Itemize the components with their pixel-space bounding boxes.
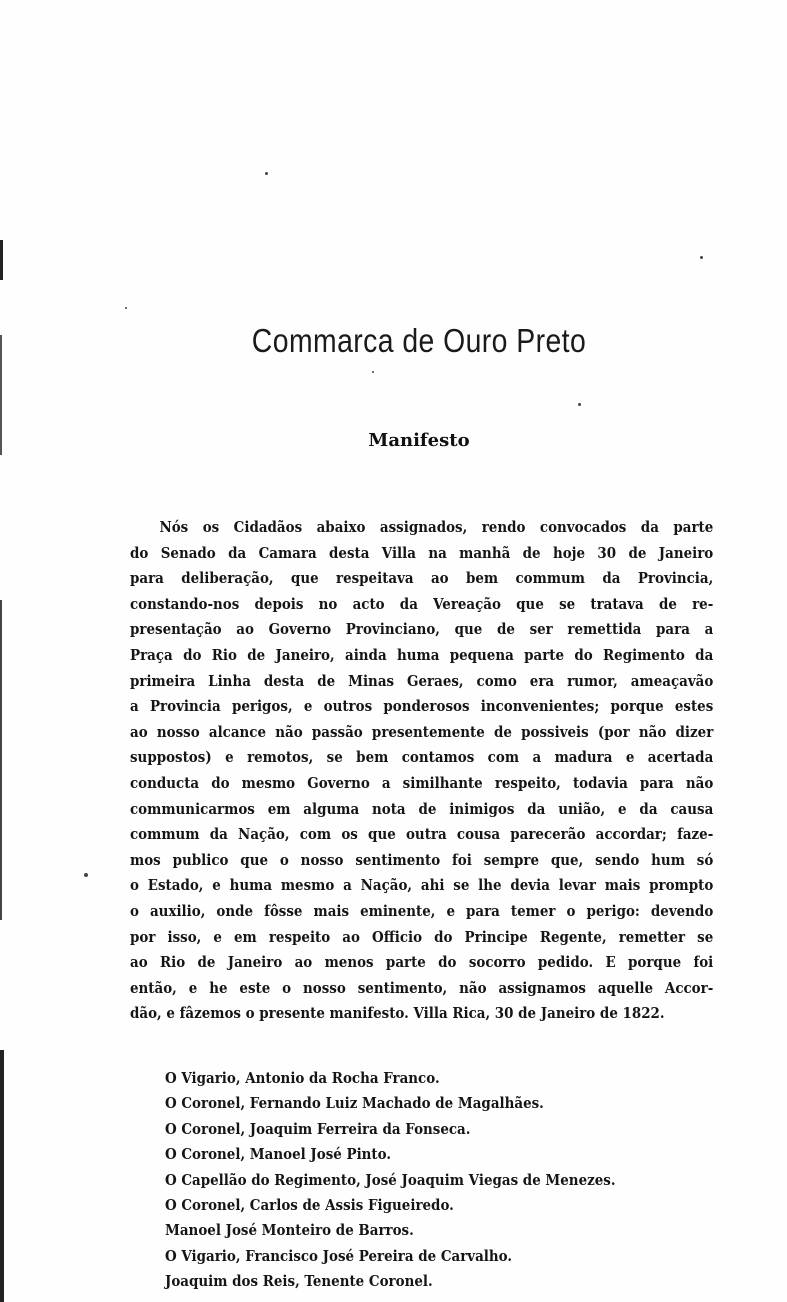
signatory: O Capellão do Regimento, José Joaquim Viegas de Menezes. bbox=[165, 1171, 616, 1189]
body-line: suppostos) e remotos, se bem contamos com a madura e acertada bbox=[130, 749, 714, 767]
page-edge-mark bbox=[0, 240, 3, 280]
body-line: Praça do Rio de Janeiro, ainda huma pequena parte do Regimento da bbox=[130, 646, 714, 664]
scan-speck bbox=[578, 403, 581, 406]
page-edge-mark bbox=[0, 600, 2, 920]
scan-speck bbox=[125, 307, 127, 309]
body-line: por isso, e em respeito ao Officio do Principe Regente, remetter se bbox=[130, 928, 714, 946]
body-line: ao Rio de Janeiro ao menos parte do socorro pedido. E porque foi bbox=[130, 954, 714, 972]
body-line: o auxilio, onde fôsse mais eminente, e para temer o perigo: devendo bbox=[130, 902, 714, 920]
signatory: Joaquim dos Reis, Tenente Coronel. bbox=[165, 1273, 433, 1291]
body-line: então, e he este o nosso sentimento, não assignamos aquelle Accor- bbox=[130, 979, 714, 997]
body-line: mos publico que o nosso sentimento foi sempre que, sendo hum só bbox=[130, 851, 714, 869]
body-line: Nós os Cidadãos abaixo assignados, rendo convocados da parte bbox=[159, 519, 714, 536]
signatory: O Coronel, Carlos de Assis Figueiredo. bbox=[165, 1197, 454, 1215]
signatory: O Coronel, Fernando Luiz Machado de Magalhães. bbox=[165, 1095, 544, 1113]
body-line: commum da Nação, com os que outra cousa parecerão accordar; faze- bbox=[130, 826, 714, 844]
scan-speck bbox=[265, 172, 268, 175]
body-line: dão, e fâzemos o presente manifesto. Villa Rica, 30 de Janeiro de 1822. bbox=[130, 1005, 665, 1023]
body-line: communicarmos em alguma nota de inimigos da união, e da causa bbox=[130, 800, 714, 818]
page-title: Commarca de Ouro Preto bbox=[251, 322, 587, 359]
signatory: Manoel José Monteiro de Barros. bbox=[165, 1222, 414, 1240]
manifesto-body bbox=[130, 515, 713, 1027]
body-line: para deliberação, que respeitava ao bem commum da Provincia, bbox=[130, 570, 714, 588]
body-line: o Estado, e huma mesmo a Nação, ahi se lhe devia levar mais prompto bbox=[130, 877, 714, 895]
body-line: do Senado da Camara desta Villa na manhã de hoje 30 de Janeiro bbox=[130, 544, 714, 562]
body-line: ao nosso alcance não passão presentemente de possiveis (por não dizer bbox=[130, 723, 714, 741]
signatory-list bbox=[165, 1066, 655, 1295]
signatory: O Vigario, Francisco José Pereira de Carvalho. bbox=[165, 1247, 513, 1265]
scan-speck bbox=[700, 256, 703, 259]
signatory: O Coronel, Manoel José Pinto. bbox=[165, 1146, 392, 1164]
signatory: O Coronel, Joaquim Ferreira da Fonseca. bbox=[165, 1120, 471, 1138]
section-heading: Manifesto bbox=[368, 430, 470, 451]
body-line: primeira Linha desta de Minas Geraes, como era rumor, ameaçavão bbox=[130, 672, 714, 690]
scan-speck bbox=[372, 371, 374, 373]
body-line: conducta do mesmo Governo a similhante respeito, todavia para não bbox=[130, 774, 714, 792]
body-line: a Provincia perigos, e outros ponderosos inconvenientes; porque estes bbox=[130, 698, 714, 716]
page-edge-mark bbox=[0, 1050, 4, 1302]
body-line: constando-nos depois no acto da Vereação que se tratava de re- bbox=[130, 595, 714, 613]
scan-speck bbox=[84, 873, 88, 877]
signatory: O Vigario, Antonio da Rocha Franco. bbox=[165, 1070, 440, 1087]
body-line: presentação ao Governo Provinciano, que de ser remettida para a bbox=[130, 621, 714, 639]
